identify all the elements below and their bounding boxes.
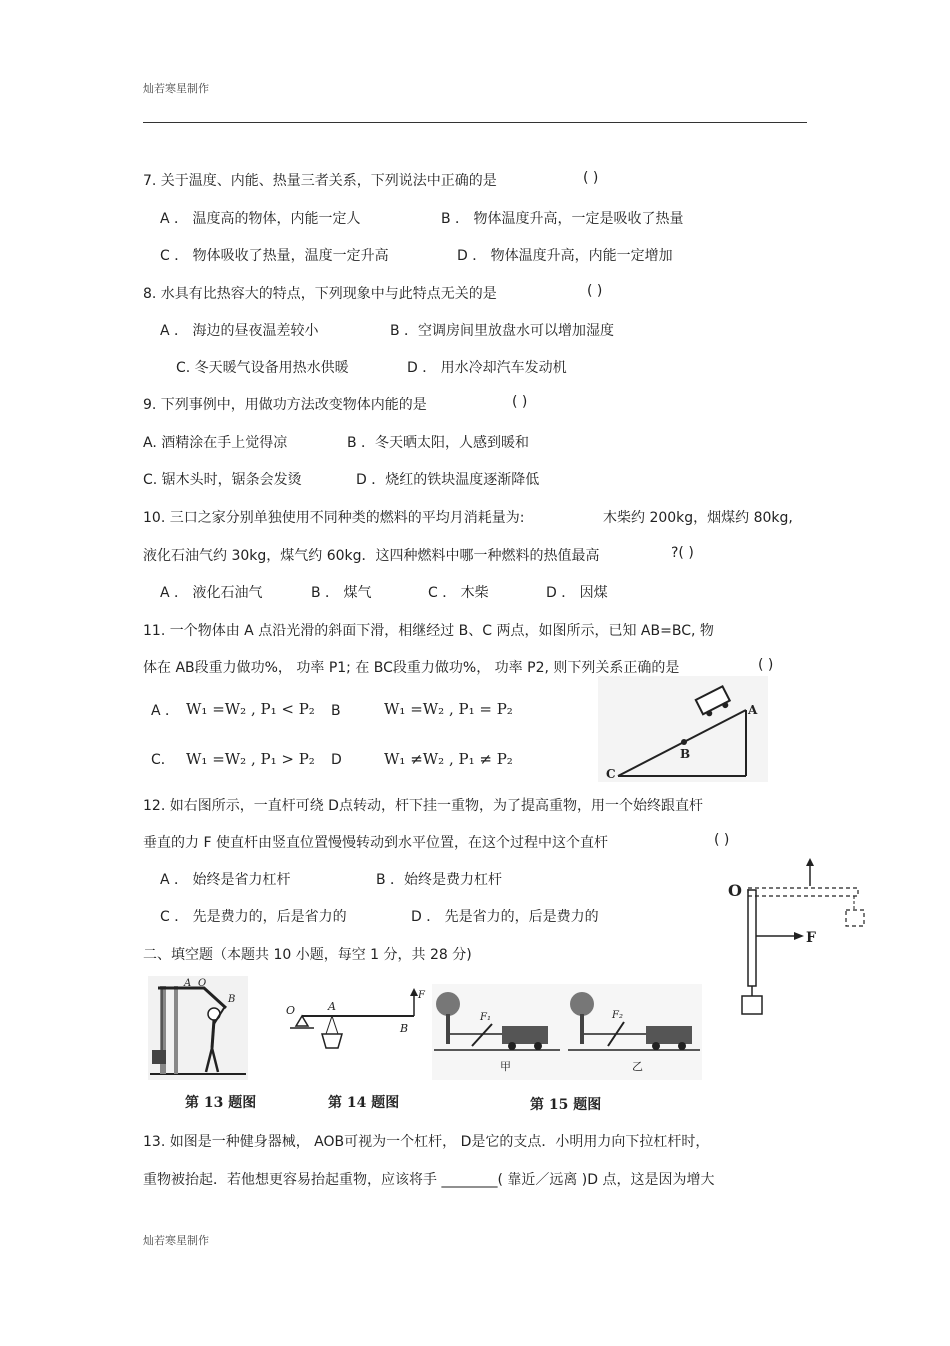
section-title: 二、填空题（本题共 10 小题，每空 1 分，共 28 分) [143,947,472,963]
arrow-up-head [806,858,814,866]
q11-option-a-label: A ． [151,703,180,719]
q10-line1a: 10. 三口之家分别单独使用不同种类的燃料的平均月消耗量为: [143,510,525,526]
tree-left-crown [436,992,460,1016]
vertical-rod [748,890,756,986]
q12-line1: 12. 如右图所示，一直杆可绕 D点转动，杆下挂一重物，为了提高重物，用一个始终跟直杆 [143,798,703,814]
q9-option-d: D ．烧红的铁块温度逐渐降低 [356,472,540,488]
q7-paren: ( ) [583,170,599,186]
q12-option-d: D ． 先是省力的，后是费力的 [411,909,599,925]
truck-right-wheel-1 [652,1042,660,1050]
header-rule [143,122,807,123]
q10-paren: ?( ) [671,545,694,561]
tree-right-trunk [580,1014,584,1044]
truck-left-wheel-2 [534,1042,542,1050]
point-b-dot [681,739,687,745]
label-c: C [606,767,616,781]
tree-left-trunk [446,1014,450,1044]
q9-option-a: A. 酒精涂在手上觉得凉 [143,435,288,451]
fig13-label-b: B [228,994,236,1005]
fig14-label-o: O [286,1004,296,1017]
q10-option-d: D ． 因煤 [546,585,608,601]
q8-option-b: B ．空调房间里放盘水可以增加湿度 [390,323,615,339]
fig14-illustration [282,984,425,1084]
q10-option-c: C ． 木柴 [428,585,489,601]
force-arrow-head [794,932,804,940]
q12-line2: 垂直的力 F 使直杆由竖直位置慢慢转动到水平位置，在这个过程中这个直杆 [143,835,608,851]
person-body [212,1020,214,1048]
q10-line2: 液化石油气约 30kg，煤气约 60kg．这四种燃料中哪一种燃料的热值最高 [143,548,600,564]
truck-left-wheel-1 [508,1042,516,1050]
fig15-label-yi: 乙 [632,1060,643,1073]
truck-right-wheel-2 [678,1042,686,1050]
fig14-label-a: A [328,1000,336,1013]
fig13-label-a: A [184,978,192,989]
horizontal-rod-dashed [748,888,858,896]
q11-paren: ( ) [758,657,774,673]
q12-option-a: A ． 始终是省力杠杆 [160,872,291,888]
fig15-caption: 第 15 题图 [530,1097,602,1113]
fig13-illustration [148,976,248,1080]
q11-line1: 11. 一个物体由 A 点沿光滑的斜面下滑，相继经过 B、C 两点，如图所示，已知 AB=BC, 物 [143,623,714,639]
label-a: A [748,703,758,717]
tree-right-crown [570,992,594,1016]
page-footer: 灿若寒星制作 [143,1234,209,1247]
q12-paren: ( ) [714,832,730,848]
q8-option-c: C. 冬天暖气设备用热水供暖 [176,360,349,376]
q12-option-c: C ． 先是费力的，后是省力的 [160,909,347,925]
q11-line2: 体在 AB段重力做功%， 功率 P1; 在 BC段重力做功%， 功率 P2, 则下列关系正确的是 [143,660,680,676]
fig14-rope-left [326,1016,332,1034]
q11-option-a: W₁ =W₂ , P₁ < P₂ [186,700,315,718]
fig15-label-f1: F₁ [480,1012,491,1023]
page-header: 灿若寒星制作 [143,82,209,95]
post-right [174,986,178,1074]
q7-option-d: D ． 物体温度升高，内能一定增加 [457,248,673,264]
truck-right-body [646,1026,692,1044]
weight-block [152,1050,166,1064]
fig14-bucket [322,1034,342,1048]
q7-option-b: B ． 物体温度升高，一定是吸收了热量 [441,211,684,227]
q10-option-b: B ． 煤气 [311,585,372,601]
truck-left-body [502,1026,548,1044]
q11-option-c: W₁ =W₂ , P₁ > P₂ [186,750,315,768]
q10-option-a: A ． 液化石油气 [160,585,263,601]
q7-option-c: C ． 物体吸收了热量，温度一定升高 [160,248,389,264]
q11-option-c-label: C． [151,752,175,768]
q11-option-d-label: D [331,752,342,768]
q7-stem: 7. 关于温度、内能、热量三者关系，下列说法中正确的是 [143,173,497,189]
fig15-label-f2: F₂ [612,1010,623,1021]
fig15-illustration [432,984,702,1080]
q8-paren: ( ) [587,283,603,299]
fig14-force-arrow [410,988,418,996]
fig14-label-f: F [418,990,425,1001]
q8-option-d: D ． 用水冷却汽车发动机 [407,360,567,376]
q9-option-b: B ．冬天晒太阳，人感到暖和 [347,435,530,451]
q10-line1b: 木柴约 200kg，烟煤约 80kg, [603,510,793,526]
q11-option-b-label: B [331,703,341,719]
q11-option-b: W₁ =W₂ , P₁ = P₂ [384,700,513,718]
hanging-weight [742,996,762,1014]
q7-option-a: A ． 温度高的物体，内能一定人 [160,211,361,227]
q9-option-c: C. 锯木头时，锯条会发烫 [143,472,302,488]
q8-stem: 8. 水具有比热容大的特点，下列现象中与此特点无关的是 [143,286,497,302]
lever-figure [724,850,884,1020]
fig14-label-b: B [400,1022,409,1035]
label-f: F [806,930,816,946]
fig13-label-o: O [198,978,207,989]
fig14-pivot [296,1016,308,1026]
q9-paren: ( ) [512,394,528,410]
fig15-label-jia: 甲 [500,1060,511,1073]
fig13-caption: 第 13 题图 [185,1095,257,1111]
incline-figure [598,676,768,782]
dashed-weight [846,910,864,926]
fig14-rope-right [332,1016,338,1034]
q12-option-b: B ．始终是费力杠杆 [376,872,503,888]
label-b: B [680,747,691,761]
fig14-caption: 第 14 题图 [328,1095,400,1111]
q11-option-d: W₁ ≠W₂ , P₁ ≠ P₂ [384,750,513,768]
q9-stem: 9. 下列事例中，用做功方法改变物体内能的是 [143,397,427,413]
q13-line2: 重物被抬起．若他想更容易抬起重物，应该将手 ________( 靠近／远离 )D 点，这是因为增大 [143,1172,715,1188]
q13-line1: 13. 如图是一种健身器械， AOB可视为一个杠杆， D是它的支点．小明用力向下拉杠杆时， [143,1134,710,1150]
label-o: O [728,881,742,900]
q8-option-a: A ． 海边的昼夜温差较小 [160,323,319,339]
